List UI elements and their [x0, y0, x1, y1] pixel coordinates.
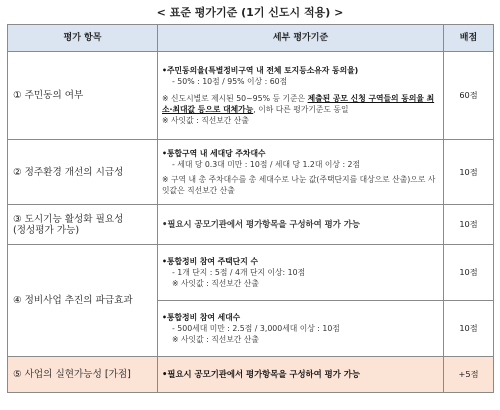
detail-line: ※ 사잇값 : 직선보간 산출: [172, 335, 259, 344]
row-score: +5점: [444, 357, 494, 393]
row-item-urban-function: [8, 205, 158, 245]
table-row: [8, 140, 494, 205]
row-score: 10점: [444, 301, 494, 357]
row-detail-household-count: [158, 301, 444, 357]
header-item: 평가 항목: [8, 25, 158, 52]
row-item-ripple-effect: ④ 정비사업 추진의 파급효과: [8, 245, 158, 357]
row-detail-living-environment: [158, 140, 444, 205]
table-header-row: [8, 25, 494, 52]
detail-line: ※ 사잇값 : 직선보간 산출: [162, 116, 249, 125]
detail-line: •통합구역 내 세대당 주차대수: [162, 149, 266, 158]
detail-note: [162, 93, 439, 115]
item-line: ③ 도시기능 활성화 필요성: [13, 213, 124, 225]
detail-line: •통합정비 참여 주택단지 수: [162, 257, 258, 266]
row-score: 10점: [444, 140, 494, 205]
item-line: (정성평가 가능): [13, 224, 80, 236]
row-item-living-environment: ② 정주환경 개선의 시급성: [8, 140, 158, 205]
detail-line: ※ 구역 내 총 주차대수를 총 세대수로 나눈 값(주택단지를 대상으로 산출)으로 사잇값은 직선보간 산출: [162, 175, 436, 195]
note-underlined-text: 제출된 공모 신청 구역들의 동의율 최소·최대값 등으로 대체가능: [162, 94, 435, 114]
table-row: [8, 205, 494, 245]
row-item-feasibility-bonus: ⑤ 사업의 실현가능성 [가점]: [8, 357, 158, 393]
note-text: , 이하 다른 평가기준도 동일: [253, 105, 349, 114]
row-score: 60점: [444, 52, 494, 140]
detail-line: - 50% : 10점 / 95% 이상 : 60점: [172, 77, 288, 86]
detail-line: - 1개 단지 : 5점 / 4개 단지 이상: 10점: [172, 268, 306, 277]
row-detail-complex-count: [158, 245, 444, 301]
detail-line: - 500세대 미만 : 2.5점 / 3,000세대 이상 : 10점: [172, 324, 340, 333]
row-score: 10점: [444, 205, 494, 245]
detail-line: •주민동의율(특별정비구역 내 전체 토지등소유자 동의율): [162, 66, 359, 75]
header-detail: 세부 평가기준: [158, 25, 444, 52]
row-detail-resident-consent: [158, 52, 444, 140]
row-detail-feasibility-bonus: [158, 357, 444, 393]
detail-line: - 세대 당 0.3대 미만 : 10점 / 세대 당 1.2대 이상 : 2점: [172, 160, 361, 169]
evaluation-criteria-table: [7, 24, 494, 393]
row-item-resident-consent: ① 주민동의 여부: [8, 52, 158, 140]
table-row: [8, 357, 494, 393]
note-text: ※ 신도시별로 제시된 50~95% 등 기준은: [162, 94, 308, 103]
table-row: [8, 245, 494, 301]
page-title: < 표준 평가기준 (1기 신도시 적용) >: [156, 6, 344, 19]
row-score: 10점: [444, 245, 494, 301]
row-detail-urban-function: [158, 205, 444, 245]
detail-line: •통합정비 참여 세대수: [162, 313, 241, 322]
detail-line: •필요시 공모기관에서 평가항목을 구성하여 평가 가능: [162, 369, 360, 379]
table-row: [8, 52, 494, 140]
detail-line: •필요시 공모기관에서 평가항목을 구성하여 평가 가능: [162, 219, 360, 229]
header-score: 배점: [444, 25, 494, 52]
detail-line: ※ 사잇값 : 직선보간 산출: [172, 279, 259, 288]
